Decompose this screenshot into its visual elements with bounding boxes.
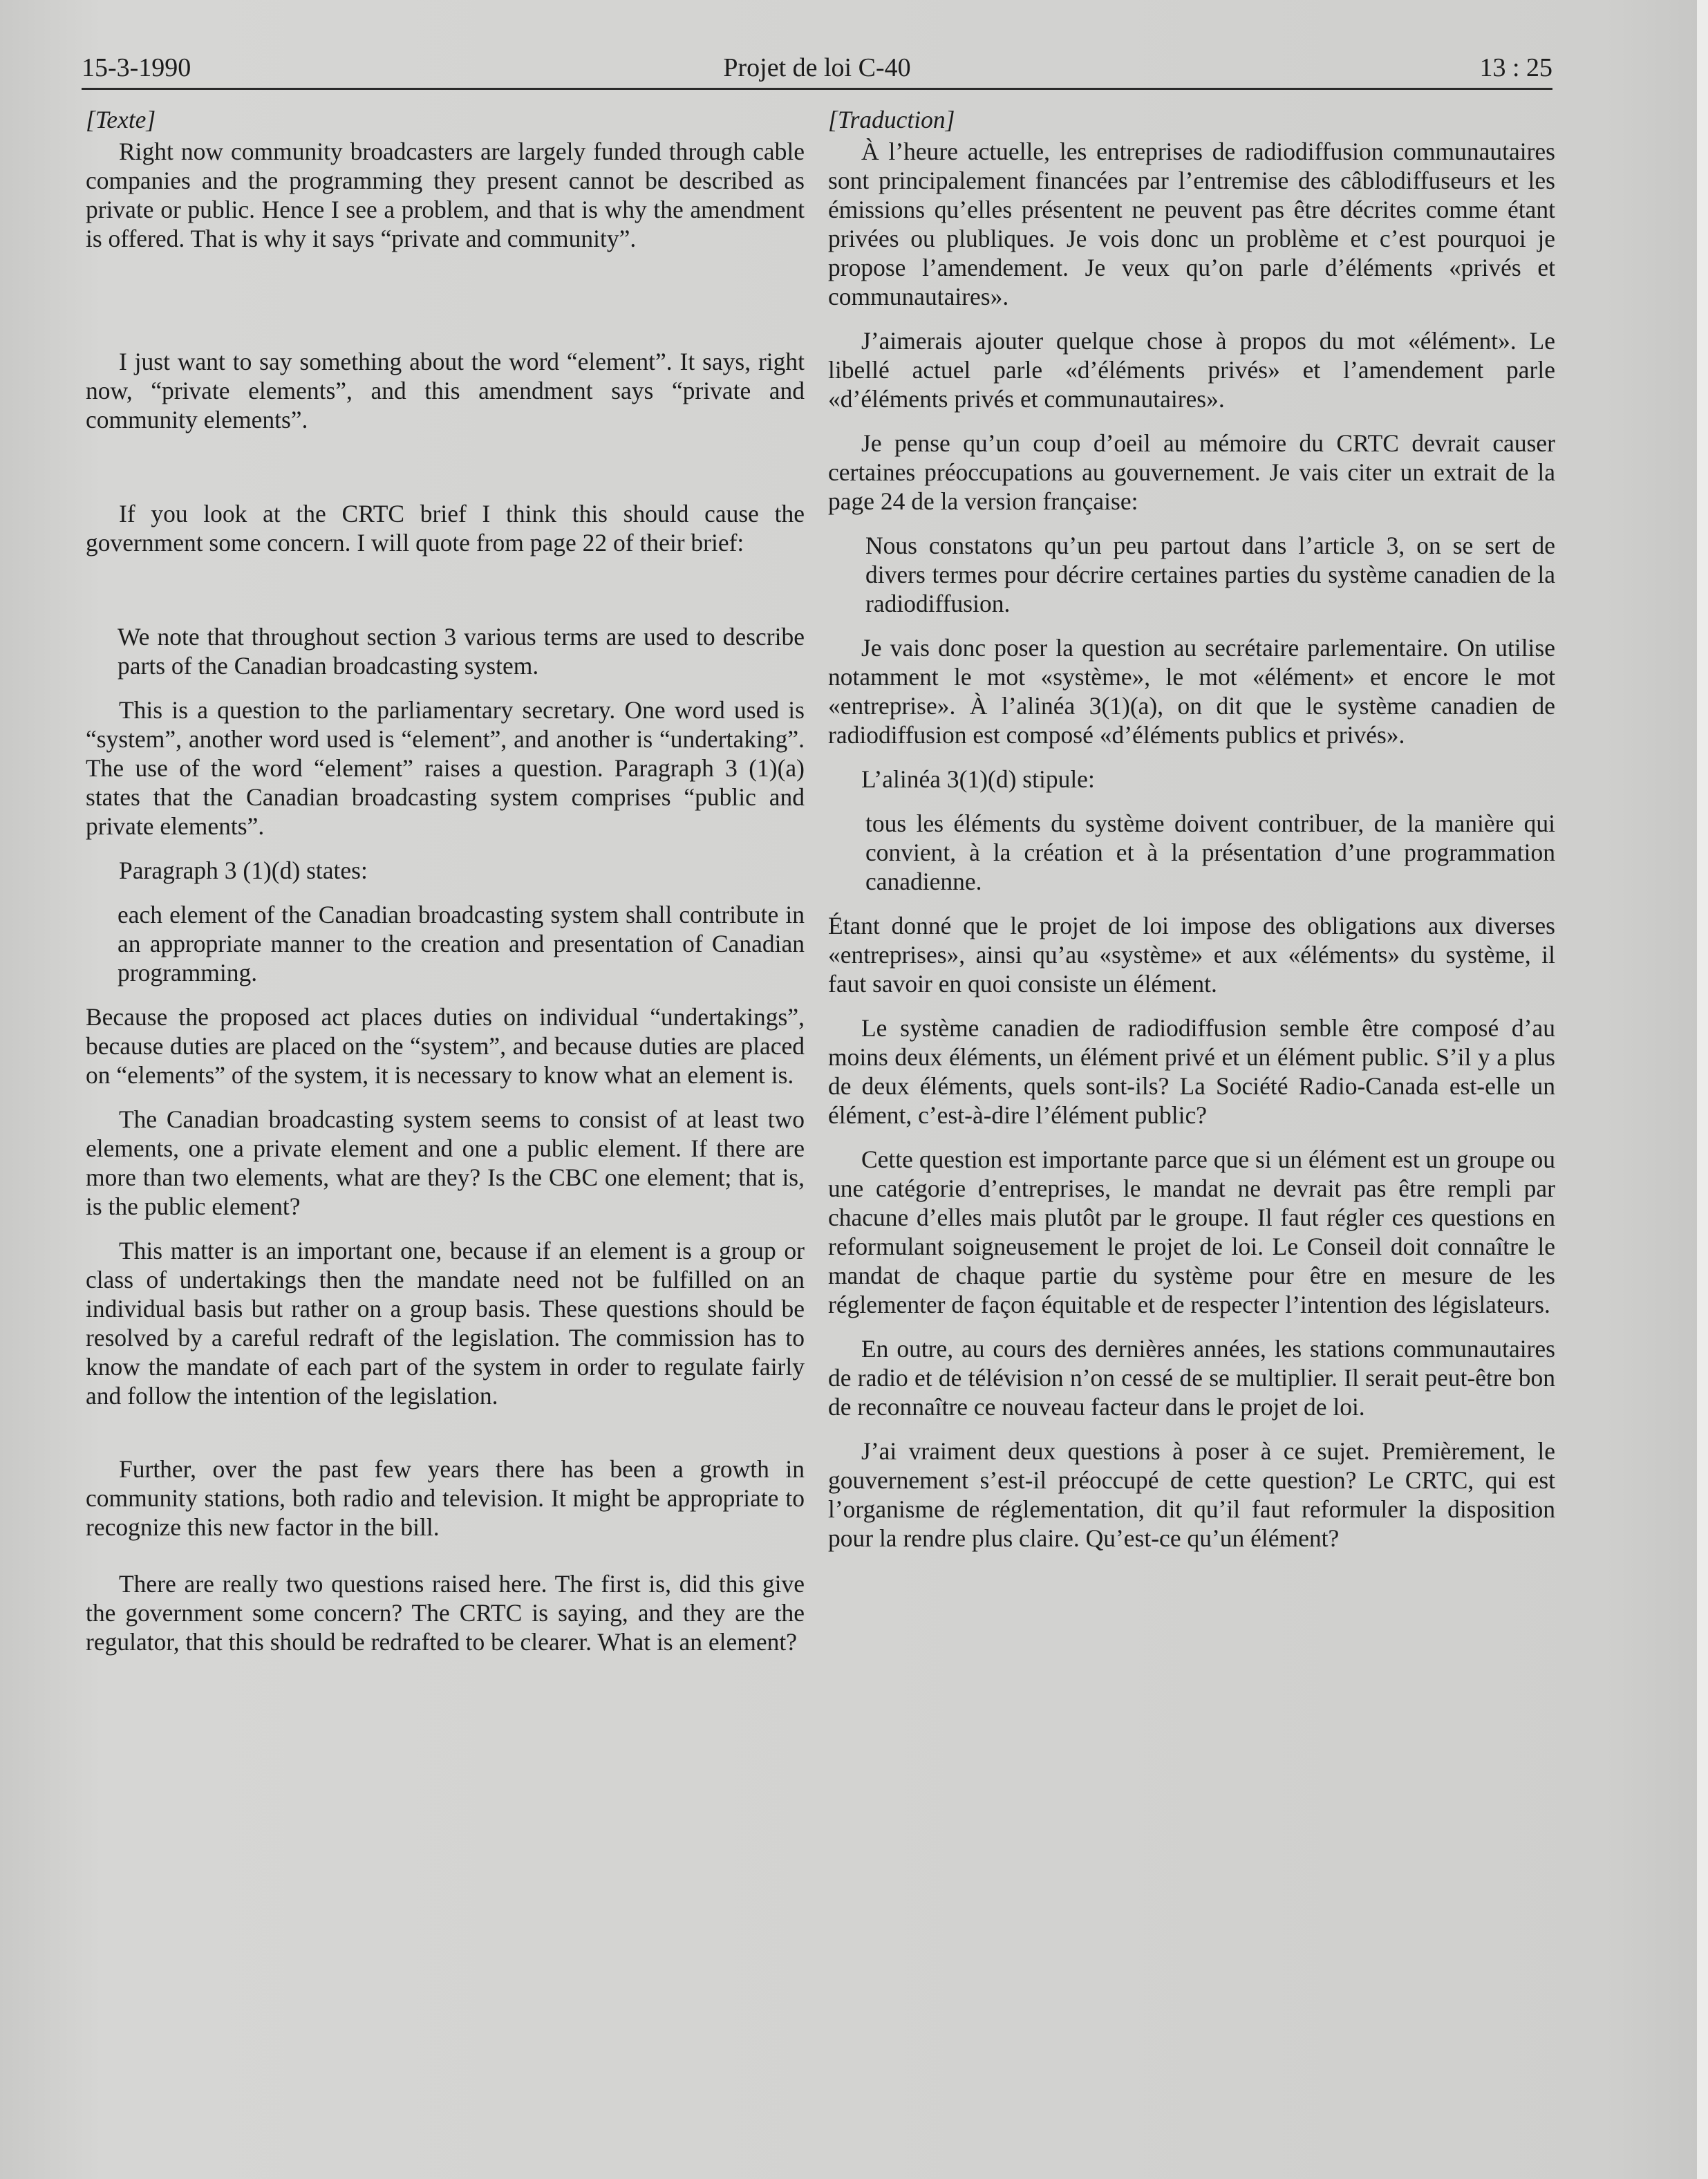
english-paragraph-5: Paragraph 3 (1)(d) states: <box>119 857 368 884</box>
french-paragraph-9: En outre, au cours des dernières années, les stations communautaires de radio et de télévision n’on cessé de se multiplier. Il serait peut-être bon de reconnaître ce nouveau facteur dans le projet de loi. <box>828 1335 1555 1421</box>
page-edge <box>1697 0 1708 2179</box>
header-date: 15-3-1990 <box>82 53 191 82</box>
english-paragraph-7: The Canadian broadcasting system seems to consist of at least two elements, one a private element and one a public element. If there are more than two elements, what are they? Is the CBC one element; that is, is the public element? <box>86 1105 805 1220</box>
header-page-number: 13 : 25 <box>1479 53 1552 82</box>
english-paragraph-9: Further, over the past few years there has been a growth in community stations, both radio and television. It might be appropriate to recognize this new factor in the bill. <box>86 1455 805 1541</box>
english-paragraph-2: I just want to say something about the word “element”. It says, right now, “private elements”, and this amendment says “private and community elements”. <box>86 348 805 433</box>
english-tag: [Texte] <box>86 106 156 133</box>
french-paragraph-4: Je vais donc poser la question au secrétaire parlementaire. On utilise notamment le mot «système», le mot «élément» et encore le mot «entreprise». À l’alinéa 3(1)(a), on dit que le système canadien de radiodiffusion est composé «d’éléments publics et privés». <box>828 634 1555 749</box>
french-tag: [Traduction] <box>828 106 955 133</box>
french-paragraph-7: Le système canadien de radiodiffusion semble être composé d’au moins deux éléments, un élément privé et un élément public. S’il y a plus de deux éléments, quels sont-ils? La Société Radio-Canada est-elle un élément, c’est-à-dire l’élément public? <box>828 1014 1555 1129</box>
french-column <box>828 105 1555 1553</box>
english-paragraph-3: If you look at the CRTC brief I think this should cause the government some concern. I will quote from page 22 of their brief: <box>86 500 805 557</box>
english-paragraph-4: This is a question to the parliamentary secretary. One word used is “system”, another word used is “element”, and another is “undertaking”. The use of the word “element” raises a question. Paragraph 3 (1)(a) states that the Canadian broadcasting system comprises “public and private elements”. <box>86 696 805 840</box>
french-paragraph-8: Cette question est importante parce que si un élément est un groupe ou une catégorie d’entreprises, le mandat ne devrait pas être rempli par chacune d’elles mais plutôt par le groupe. Il faut régler ces questions en reformulant soigneusement le projet de loi. Le Conseil doit connaître le mandat de chaque partie du système pour être en mesure de les réglementer de façon équitable et de respecter l’intention des législateurs. <box>828 1145 1555 1318</box>
french-paragraph-1: À l’heure actuelle, les entreprises de radiodiffusion communautaires sont principalement financées par l’entremise des câblodiffuseurs et les émissions qu’elles présentent ne peuvent pas être décrites comme étant privées ou plubliques. Je vois donc un problème et c’est pourquoi je propose l’amendement. Je veux qu’on parle d’éléments «privés et communautaires». <box>828 138 1555 310</box>
header-rule <box>82 88 1552 90</box>
english-quote-1: We note that throughout section 3 various terms are used to describe parts of the Canadian broadcasting system. <box>118 623 805 680</box>
english-quote-2: each element of the Canadian broadcasting system shall contribute in an appropriate manner to the creation and presentation of Canadian programming. <box>118 901 805 986</box>
french-paragraph-5: L’alinéa 3(1)(d) stipule: <box>861 765 1095 793</box>
page-header <box>82 46 1552 88</box>
header-title: Projet de loi C-40 <box>723 53 911 82</box>
french-paragraph-2: J’aimerais ajouter quelque chose à propos du mot «élément». Le libellé actuel parle «d’éléments privés» et l’amendement parle «d’éléments privés et communautaires». <box>828 327 1555 413</box>
french-paragraph-3: Je pense qu’un coup d’oeil au mémoire du CRTC devrait causer certaines préoccupations au gouvernement. Je vais citer un extrait de la page 24 de la version française: <box>828 429 1555 515</box>
french-quote-1: Nous constatons qu’un peu partout dans l’article 3, on se sert de divers termes pour décrire certaines parties du système canadien de la radiodiffusion. <box>865 532 1555 617</box>
english-paragraph-6: Because the proposed act places duties on individual “undertakings”, because duties are placed on the “system”, and because duties are placed on “elements” of the system, it is necessary to know what an element is. <box>86 1003 805 1089</box>
english-paragraph-10: There are really two questions raised here. The first is, did this give the government some concern? The CRTC is saying, and they are the regulator, that this should be redrafted to be clearer. What is an element? <box>86 1570 805 1656</box>
english-column <box>86 105 805 1656</box>
english-paragraph-8: This matter is an important one, because if an element is a group or class of undertakings then the mandate need not be fulfilled on an individual basis but rather on a group basis. These questions should be resolved by a careful redraft of the legislation. The commission has to know the mandate of each part of the system in order to regulate fairly and follow the intention of the legislation. <box>86 1237 805 1410</box>
french-paragraph-10: J’ai vraiment deux questions à poser à ce sujet. Premièrement, le gouvernement s’est-il préoccupé de cette question? Le CRTC, qui est l’organisme de réglementation, dit qu’il faut reformuler la disposition pour la rendre plus claire. Qu’est-ce qu’un élément? <box>828 1437 1555 1552</box>
french-quote-2: tous les éléments du système doivent contribuer, de la manière qui convient, à la création et à la présentation d’une programmation canadienne. <box>865 810 1555 895</box>
french-paragraph-6: Étant donné que le projet de loi impose des obligations aux diverses «entreprises», ainsi qu’au «système» et aux «éléments» du système, il faut savoir en quoi consiste un élément. <box>828 912 1555 998</box>
english-paragraph-1: Right now community broadcasters are largely funded through cable companies and the programming they present cannot be described as private or public. Hence I see a problem, and that is why the amendment is offered. That is why it says “private and community”. <box>86 138 805 252</box>
